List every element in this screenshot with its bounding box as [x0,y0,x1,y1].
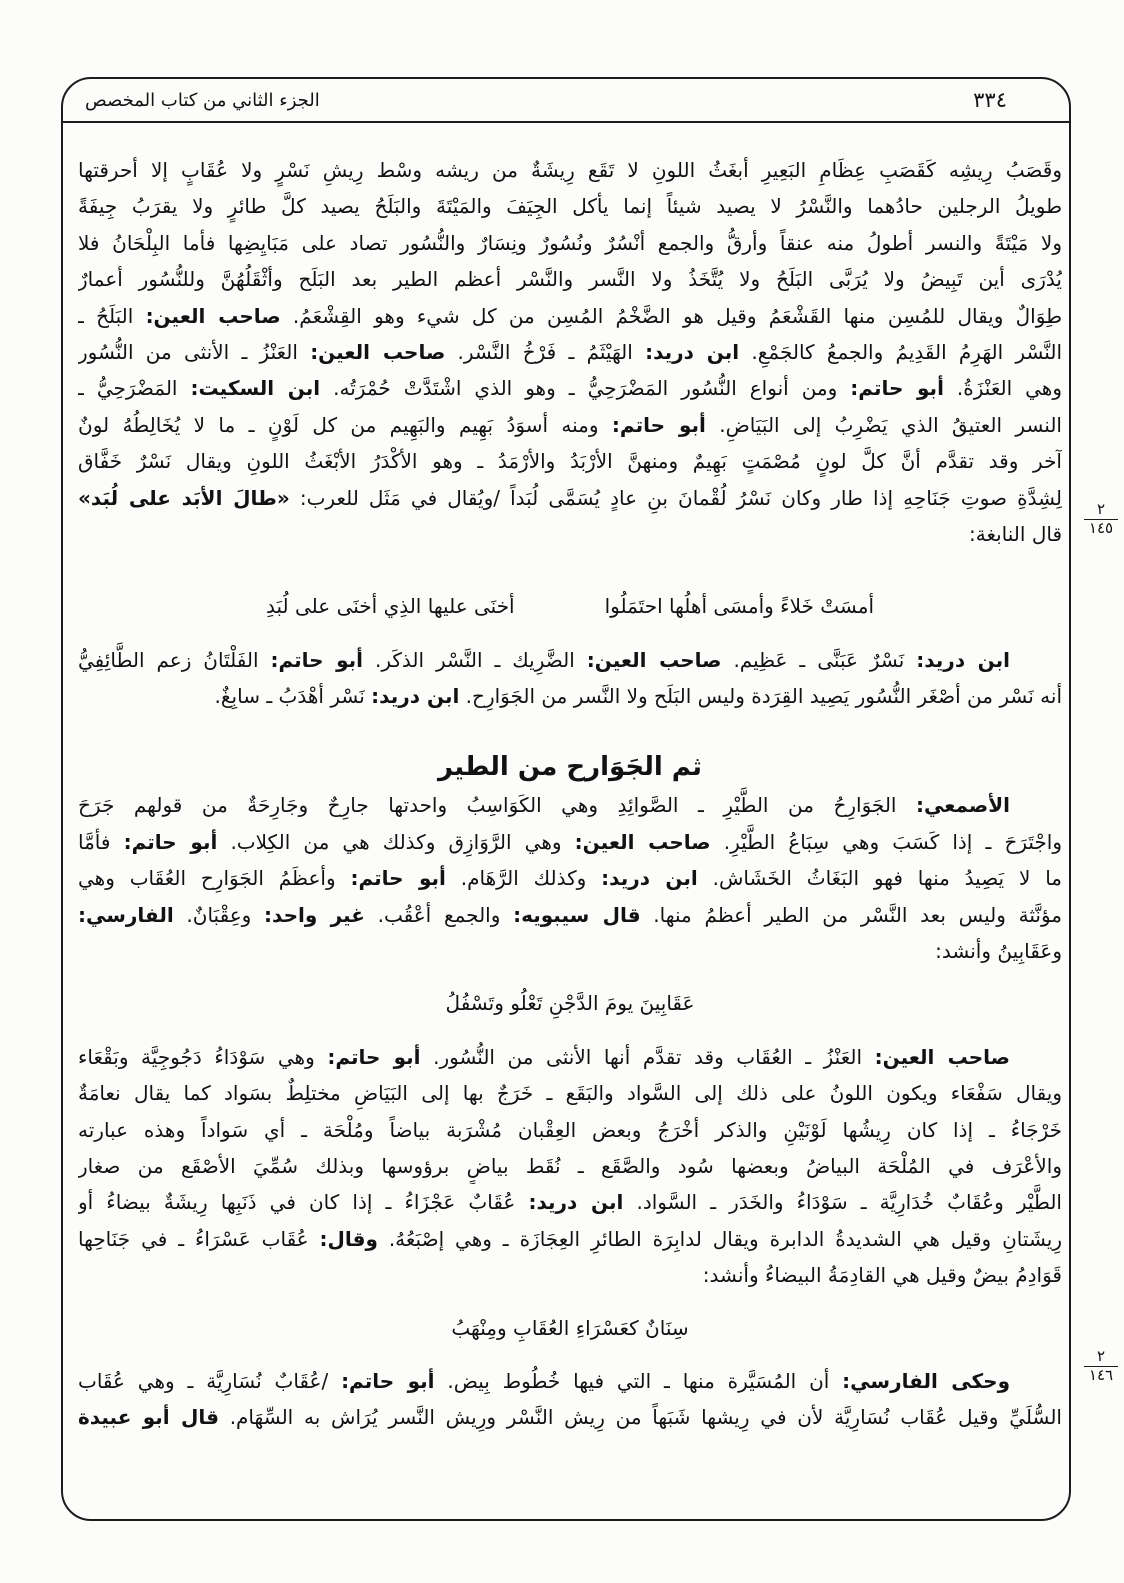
main-text [78,152,1114,1436]
text-run: وأعظَمُ الجَوَارِح العُقَاب وهي [78,866,351,891]
text-run: والجمع أعْقُب. [364,902,514,927]
text-line [78,1257,1062,1293]
source-label: صاحب العين: [874,1044,1010,1069]
source-label: صاحب العين: [145,303,281,328]
text-run: آخر وقد تقدَّم أنَّ كلَّ لونٍ مُصْمَتٍ بَهِيمٌ ومنهنَّ الأرْبَدُ والأرْمَدُ ـ وهو الأكْدَرُ الأبْغَثُ اللونِ ويقال نَسْرٌ خَفَّاق [78,449,1062,474]
text-run: قال النابغة: [969,521,1062,546]
text-line [78,1039,1062,1075]
text-run: وعِقْبَانٌ. [173,902,265,927]
text-line [78,443,1062,479]
verse-hemistich: أمسَتْ خَلاءً وأمسَى أهلُها احتَمَلُوا [604,594,874,619]
source-label: وقال: [319,1226,378,1251]
source-label: أبو حاتم: [350,866,446,891]
text-run: الفَلْتَانُ زعم الطَّائِفِيُّ [78,647,271,672]
source-label: ابن دريد: [601,866,698,891]
line-text [78,334,1062,370]
line-text [78,897,1062,933]
text-run: عُقَاب عَسْرَاءُ ـ في جَنَاحِها [78,1226,320,1251]
text-run: وهي العَنْزَةُ. [943,376,1062,401]
text-run: ومنه أسوَدُ بَهِيم والبَهِيم من كل لَوْنٍ ـ ما لا يُخَالِطُهُ لونٌ [78,412,612,437]
line-text [78,443,1062,479]
text-run: الطَّيْر وعُقَابٌ خُدَارِيَّة ـ سَوْدَاءُ والخَدَر ـ السَّواد. [623,1190,1062,1215]
text-line [78,1148,1062,1184]
text-run: النَّسْر الهَرِمُ القَدِيمُ والجمعُ كالجَمْعِ. [739,339,1062,364]
text-run: /عُقَابٌ نُسَارِيَّة ـ وهي عُقَاب [78,1368,342,1393]
text-line [78,860,1062,896]
text-run: فأمَّا [78,829,124,854]
line-text [78,370,1062,406]
line-text [78,642,1062,678]
source-label: أبو حاتم: [270,647,364,672]
source-label: أبو حاتم: [327,1044,421,1069]
text-line [78,1221,1062,1257]
text-line [78,824,1062,860]
line-text [78,860,1062,896]
source-label: قال أبو عبيدة [78,1405,219,1430]
source-label: أبو حاتم: [611,412,706,437]
line-text [78,1112,1062,1148]
line-text [78,407,1062,443]
paragraph [78,787,1062,969]
line-text [78,188,1062,224]
text-line [78,298,1062,334]
text-run: وهي سَوْدَاءُ دَجُوجِيَّة وبَقْعَاء [78,1044,328,1069]
line-text [78,933,1062,969]
line-text [78,261,1062,297]
source-label: أبو حاتم: [341,1368,435,1393]
text-run: رِيشَتانِ وقيل هي الشديدةُ الدابرة ويقال لدابِرَة الطائرِ العِجَازَة ـ وهي إصْبَعُهُ. [377,1226,1062,1251]
source-label: صاحب العين: [310,339,446,364]
text-run: النسر العتيقُ الذي يَضْرِبُ إلى البَيَاضِ. [705,412,1062,437]
text-run: وهي الرَّوَازِق وكذلك هي من الكِلاب. [217,829,575,854]
line-text [78,678,1062,714]
margin-note-volume: ٢ [1084,1348,1118,1367]
text-run: أنه نَسْر من أصْغَر النُّسُور يَصِيد القِرَدة وليس البَلَح ولا النَّسر من الجَوَارِح. [459,684,1062,709]
line-text [78,1184,1062,1220]
source-label: ابن دريد: [916,647,1011,672]
text-line [78,1184,1062,1220]
text-line [78,787,1062,823]
source-label: الفارسي: [78,902,174,927]
verse-hemistich: سِنَانٌ كعَسْرَاءِ العُقَابِ ومِنْهَبُ [451,1315,689,1340]
line-text [78,298,1062,334]
paragraph [78,1346,1114,1436]
text-run: قَوَادِمُ بيضٌ وقيل هي القادِمَةُ البيضاءُ وأنشد: [702,1263,1062,1288]
source-label: ابن دريد: [645,339,740,364]
source-label: صاحب العين: [574,829,711,854]
page-number: ٣٣٤ [973,88,1007,112]
text-run: ومن أنواع النُّسُور المَضْرَحِيُّ ـ وهو الذي اشْتَدَّتْ حُمْرَتُه. [320,376,851,401]
text-run: واجْتَرَحَ ـ إذا كَسَبَ وهي سِبَاعُ الطَّيْرِ. [710,829,1062,854]
verse [78,985,1062,1021]
verse-hemistich: عَقَابِينَ يومَ الدَّجْنِ تَعْلُو وتَسْفُلُ [445,991,695,1016]
text-line [78,1346,1114,1399]
text-line [78,480,1062,516]
text-line [78,1075,1062,1111]
source-label: صاحب العين: [586,647,722,672]
text-line [78,152,1062,188]
text-line [78,225,1062,261]
proverb-quote: «طالَ الأبَد على لُبَد» [78,485,290,510]
text-run: البَلَحُ ـ [78,303,146,328]
text-run: الضَّرِيك ـ النَّسْر الذكَر. [363,647,587,672]
paragraph [78,642,1062,715]
text-run: أن المُسَيَّرة منها ـ التي فيها خُطُوط بِيض. [434,1368,843,1393]
text-run: خَرْجَاءُ ـ إذا كان رِيشُها لَوْنَيْنِ والذكر أخْرَجُ وبعض العِقْبان مُشْرَبة بياضاً ومُلْحَة ـ أي سَواداً وهذه عبارته [78,1117,1062,1142]
text-run: والأعْرَف في المُلْحَة البياضُ وبعضها سُود والصَّقَع ـ نُقَط بياضٍ برؤوسها وبذلك سُمِّيَ الأصْقَع من صغار [78,1153,1062,1178]
text-line [78,499,1114,552]
text-run: الجَوَارِحُ من الطَّيْرِ ـ الصَّوائِدِ وهي الكَوَاسِبُ واحدتها جارِحٌ وجَارِحَةٌ من قولهم جَرَحَ [78,793,916,818]
verse [78,588,1062,624]
text-line [78,678,1062,714]
line-text [78,1148,1062,1184]
text-run: عُقَابٌ عَجْزَاءُ ـ إذا كان في ذَنَبِها رِيشَةٌ بيضاءُ أو [78,1190,529,1215]
line-text [78,152,1062,188]
text-run: ما لا يَصِيدُ منها فهو البَغَاثُ الخَشَاش. [697,866,1062,891]
text-run: يُدْرَى أين تَبِيضُ ولا يُرَبَّى البَلَحُ ولا يُتَّخَذُ ولا النَّسر والنَّسْر أعظم الطير بعد البَلَح وأثْقَلُهُنَّ وللنُّسُور أعمارٌ [78,267,1062,292]
text-run: العَنْزُ ـ الأنثى من النُّسُور [78,339,311,364]
line-text [78,516,1062,552]
verse [78,1310,1062,1346]
line-text [78,1075,1062,1111]
text-line [78,188,1062,224]
line-text [78,225,1062,261]
text-run: المَضْرَحِيُّ ـ [78,376,191,401]
text-run: نَسْرٌ عَبَنَّى ـ عَظِيم. [721,647,917,672]
margin-note-page: ١٤٦ [1088,1365,1114,1384]
margin-note-volume: ٢ [1084,501,1118,520]
text-line [78,642,1062,678]
line-text [78,1257,1062,1293]
running-title: الجزء الثاني من كتاب المخصص [85,89,320,111]
text-line [78,1399,1062,1435]
line-text [78,1039,1062,1075]
margin-note [1084,1348,1118,1384]
line-text [78,1363,1062,1399]
section-heading: ثم الجَوَارح من الطير [438,752,702,783]
paragraph [78,152,1114,552]
text-run: السُّلَيِّ وقيل عُقَاب نُسَارِيَّة لأن في رِيشها شَبَهاً من رِيش النَّسْر ورِيش النَّسر يُرَاش به السِّهَام. [218,1405,1062,1430]
page-header [63,79,1069,123]
text-run: الهَيْثَمُ ـ فَرْخُ النَّسْر. [445,339,646,364]
line-text [78,824,1062,860]
text-line [78,407,1062,443]
line-text [78,480,1062,516]
text-run: طِوَالٌ ويقال للمُسِن منها القَشْعَمُ وقيل هو الضَّخْمُ المُسِن من كل شيء وهو القِشْعَمُ. [280,303,1062,328]
line-text [78,1399,1062,1435]
text-line [78,897,1062,933]
text-run: مؤنَّثة وليس بعد النَّسْر من الطير أعظمُ منها. [640,902,1062,927]
source-label: غير واحد: [264,902,365,927]
paragraph [78,1039,1062,1294]
text-line [78,261,1062,297]
verse-hemistich: أخنَى عليها الذِي أخنَى على لُبَدِ [266,594,515,619]
line-text [78,787,1062,823]
source-label: ابن دريد: [528,1190,624,1215]
text-run: العَنْزُ ـ العُقَاب وقد تقدَّم أنها الأنثى من النُّسُور. [420,1044,875,1069]
margin-note-page: ١٤٥ [1088,518,1114,537]
text-run: طويلُ الرجلين حادُهما والنَّسْرُ لا يصيد شيئاً إنما يأكل الجِيَفَ والمَيْتَةَ والبَلَحُ يصيد كلَّ طائرٍ ولا يقرَبُ جِيفَةً [78,194,1062,219]
source-label: ابن دريد: [371,684,460,709]
text-run: لِشِدَّةِ صوتِ جَنَاحِهِ إذا طار وكان نَسْرُ لُقْمانَ بنِ عادٍ يُسَمَّى لُبَداً /ويُقال في مَثَل للعرب: [289,485,1062,510]
text-run: وعَقَابِينُ وأنشد: [935,939,1062,964]
text-line [78,1112,1062,1148]
text-run: نَسْر أهْدَبُ ـ سابِغٌ. [214,684,372,709]
margin-note [1084,501,1118,537]
text-run: ولا مَيْتَةً والنسر أطولُ منه عنقاً وأرقُّ والجمع أنْسُرٌ ونُسُورٌ ونِسَارٌ والنُّسُور تصاد على مَبَايِضِها فأما البِلْحَانُ فلا [78,230,1062,255]
source-label: الأصمعي: [915,793,1010,818]
text-run: وقَصَبُ رِيشِه كَقَصَبِ عِظَامِ البَعِيرِ أبغَثُ اللونِ لا تَقَع رِيشَةٌ من ريشه وسْط رِيشِ نَسْرٍ ولا عُقَابٍ إلا أحرقتها [78,158,1062,182]
text-run: وكذلك الرَّهَام. [445,866,602,891]
text-line [78,370,1062,406]
source-label: ابن السكيت: [190,376,321,401]
source-label: وحكى الفارسي: [842,1368,1011,1393]
text-line [78,334,1062,370]
line-text [78,1221,1062,1257]
text-run: ويقال سَفْعَاء ويكون اللونُ على ذلك إلى السَّواد والبَقَع ـ خَرَجٌ بها إلى البَيَاضِ مختلِطٌ بسَواد كما يقال نعامَةٌ [78,1081,1062,1106]
text-line [78,933,1062,969]
source-label: أبو حاتم: [850,376,944,401]
source-label: أبو حاتم: [123,829,218,854]
source-label: قال سيبويه: [513,902,641,927]
